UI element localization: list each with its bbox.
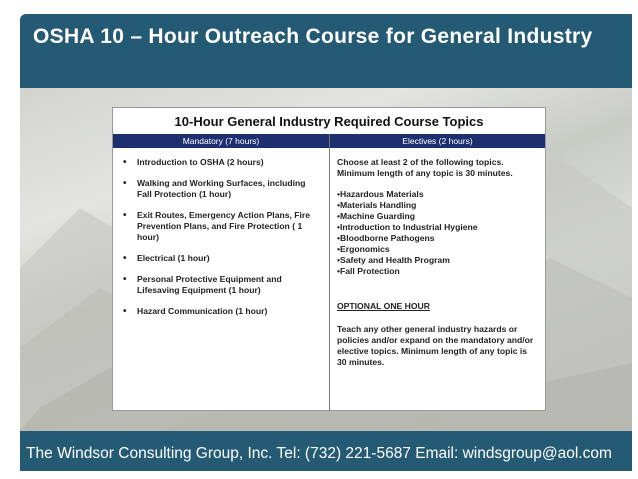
mandatory-topic: • Walking and Working Surfaces, including Fall Protection (1 hour) — [121, 178, 321, 200]
optional-hour-heading: OPTIONAL ONE HOUR — [337, 301, 430, 311]
elective-topic: • Machine Guarding — [337, 211, 537, 222]
course-topics-table — [112, 107, 546, 411]
column-divider — [329, 134, 330, 411]
mandatory-topic: • Introduction to OSHA (2 hours) — [121, 157, 321, 168]
table-title: 10-Hour General Industry Required Course Topics — [174, 114, 484, 129]
mandatory-topic-list — [121, 157, 321, 327]
title-bar — [20, 14, 632, 88]
optional-hour-text: Teach any other general industry hazards or policies and/or expand on the mandatory and/or elective topics. Minimum length of any topic is 30 minutes. — [337, 324, 534, 367]
mandatory-topic: • Personal Protective Equipment and Lifesaving Equipment (1 hour) — [121, 274, 321, 296]
elective-topic-list — [337, 189, 537, 277]
elective-topic: • Safety and Health Program — [337, 255, 537, 266]
mandatory-topic: • Exit Routes, Emergency Action Plans, Fire Prevention Plans, and Fire Protection ( 1 hour) — [121, 210, 321, 243]
footer-contact-text: The Windsor Consulting Group, Inc. Tel: (732) 221-5687 Email: windsgroup@aol.com — [26, 445, 612, 462]
elective-topic: • Bloodborne Pathogens — [337, 233, 537, 244]
elective-topic: • Ergonomics — [337, 244, 537, 255]
slide-title: OSHA 10 – Hour Outreach Course for General Industry — [33, 25, 593, 48]
electives-column-header: Electives (2 hours) — [330, 134, 545, 148]
mandatory-topic: • Electrical (1 hour) — [121, 253, 321, 264]
elective-topic: • Introduction to Industrial Hygiene — [337, 222, 537, 233]
electives-column — [337, 157, 537, 368]
elective-topic: • Materials Handling — [337, 200, 537, 211]
electives-intro: Choose at least 2 of the following topics. Minimum length of any topic is 30 minutes. — [337, 157, 513, 178]
mandatory-column-header: Mandatory (7 hours) — [113, 134, 329, 148]
elective-topic: • Hazardous Materials — [337, 189, 537, 200]
mandatory-topic: • Hazard Communication (1 hour) — [121, 306, 321, 317]
elective-topic: • Fall Protection — [337, 266, 537, 277]
